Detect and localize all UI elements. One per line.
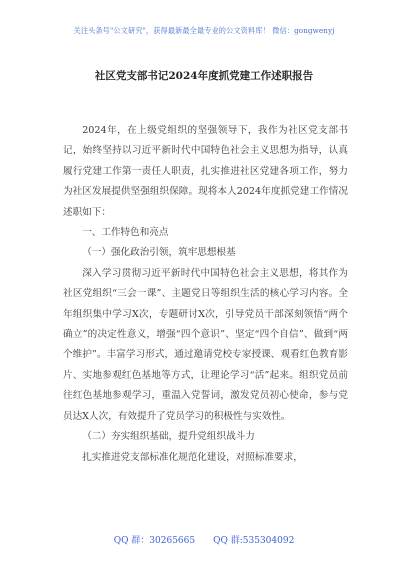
section-heading-1: 一、工作特色和亮点 xyxy=(82,227,169,239)
document-body xyxy=(63,121,348,468)
subsection-heading-2: （二）夯实组织基础，提升党组织战斗力 xyxy=(82,431,255,443)
document-title: 社区党支部书记2024年度抓党建工作述职报告 xyxy=(94,70,314,82)
subsection-1-paragraph: 深入学习贯彻习近平新时代中国特色社会主义思想，将其作为社区党组织“三会一课”、主题党日等组织生活的核心学习内容。全年组织集中学习X次，专题研讨X次，引导党员干部深刻领悟“两个确立”的决定性意义，增强“四个意识”、坚定“四个自信”、做到“两个维护”。丰富学习形式，通过邀请党校专家授课、观看红色教育影片、实地参观红色基地等方式，让理论学习“活”起来。组织党员前往红色基地参观学习，重温入党誓词，激发党员初心使命，参与党员达X人次，有效提升了党员学习的积极性与实效性。 xyxy=(63,267,348,422)
subsection-2-paragraph: 扎实推进党支部标准化规范化建设，对照标准要求， xyxy=(82,451,303,463)
intro-paragraph: 2024年，在上级党组织的坚强领导下，我作为社区党支部书记，始终坚持以习近平新时代中国特色社会主义思想为指导，认真履行党建工作第一责任人职责，扎实推进社区党建各项工作，努力为社区发展提供坚强组织保障。现将本人2024年度抓党建工作情况述职如下： xyxy=(63,125,348,218)
footer-qq-group-1: QQ 群：30265665 xyxy=(113,536,196,546)
subsection-heading-1: （一）强化政治引领，筑牢思想根基 xyxy=(82,247,236,259)
header-banner: 关注头条号"公文研究"，获得最新最全最专业的公文资料库！ 微信：gongwenyj xyxy=(73,26,335,35)
footer-qq-group-2: QQ 群:535304092 xyxy=(213,536,295,546)
footer-contacts xyxy=(0,533,408,546)
